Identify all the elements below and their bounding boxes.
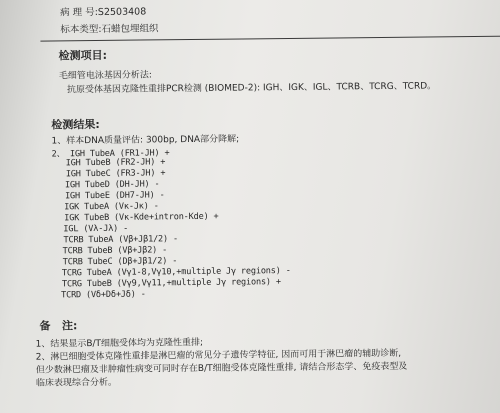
note-line: 临床表现综合分析。 (35, 377, 118, 389)
pathology-number-value: S2503408 (97, 6, 147, 18)
result-row: 2、 IGH TubeA (FR1-JH) + (51, 148, 170, 160)
result-row: IGH TubeB (FR2-JH) + (65, 157, 166, 169)
dna-quality: 1、样本DNA质量评估: 300bp, DNA部分降解; (51, 134, 240, 147)
specimen-type-label: 标本类型: (60, 23, 102, 36)
result-row: TCRG TubeA (Vγ1-8,Vγ10,+multiple Jγ regions) - (61, 265, 291, 279)
result-row: IGH TubeD (DH-JH) - (64, 179, 160, 191)
notes-title: 备 注: (39, 319, 78, 333)
result-row: IGH TubeC (FR3-JH) + (65, 168, 166, 180)
result-row: IGK TubeA (Vκ-Jκ) - (64, 201, 159, 213)
result-row: TCRB TubeB (Vβ+Jβ2) - (62, 245, 168, 257)
result-row: TCRB TubeC (Dβ+Jβ1/2) - (62, 256, 178, 268)
test-description: 抗原受体基因克隆性重排PCR检测 (BIOMED-2): IGH、IGK、IGL、TCRB、TCRG、TCRD。 (66, 81, 437, 96)
specimen-type-row (60, 20, 158, 35)
pathology-number-label: 病 理 号: (60, 6, 98, 19)
result-row: IGL (Vλ-Jλ) - (63, 223, 129, 235)
result-row: TCRB TubeA (Vβ+Jβ1/2) - (63, 234, 178, 246)
test-items-title: 检测项目: (58, 48, 108, 63)
header-divider (40, 36, 500, 42)
result-row: TCRG TubeB (Vγ9,Vγ11,+multiple Jγ regions) + (61, 277, 281, 290)
specimen-type-value: 石蜡包埋组织 (101, 23, 159, 35)
pathology-number-row (60, 3, 146, 18)
result-row: TCRD (Vδ+Dδ+Jδ) - (61, 289, 146, 301)
result-row: IGK TubeB (Vκ-Kde+intron-Kde) + (64, 211, 219, 224)
result-row: IGH TubeE (DH7-JH) - (65, 190, 165, 202)
note-line: 1、结果显示B/T细胞受体均为克隆性重排; (35, 337, 204, 350)
test-method: 毛细管电泳基因分析法: (58, 70, 152, 82)
note-line: 2、淋巴细胞受体克隆性重排是淋巴瘤的常见分子遗传学特征, 因而可用于淋巴瘤的辅助诊断, (35, 348, 402, 363)
results-title: 检测结果: (51, 117, 100, 132)
note-line: 但少数淋巴瘤及非肿瘤性病变可同时存在B/T细胞受体克隆性重排, 请结合形态学、免疫表型及 (35, 361, 408, 376)
